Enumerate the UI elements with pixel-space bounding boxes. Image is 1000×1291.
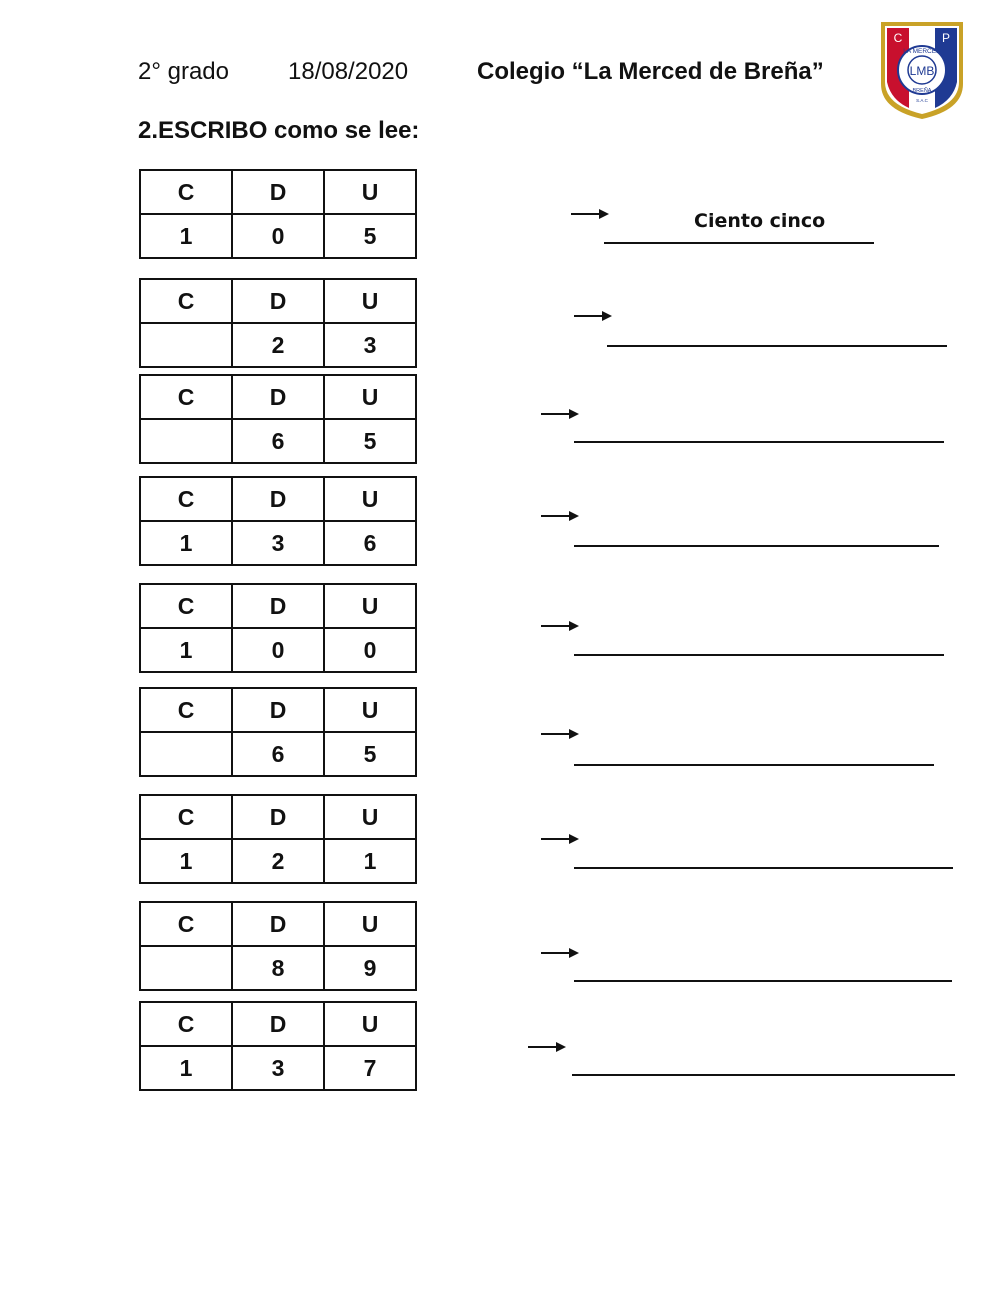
- header-d: D: [232, 375, 324, 419]
- answer-line[interactable]: [574, 545, 939, 547]
- value-d: 2: [232, 839, 324, 883]
- answer-line[interactable]: [574, 441, 944, 443]
- table-value-row: [140, 521, 416, 565]
- header-c: C: [140, 688, 232, 732]
- logo-letter-c: C: [893, 31, 903, 45]
- table-value-row: [140, 323, 416, 367]
- arrow-right-icon: [541, 407, 579, 421]
- header-c: C: [140, 902, 232, 946]
- table-value-row: [140, 214, 416, 258]
- arrow-right-icon: [528, 1040, 566, 1054]
- header-u: U: [324, 584, 416, 628]
- value-c: 1: [140, 628, 232, 672]
- value-u: 3: [324, 323, 416, 367]
- table-header-row: [140, 688, 416, 732]
- table-header-row: [140, 1002, 416, 1046]
- value-c: [140, 419, 232, 463]
- arrow-right-icon: [574, 309, 612, 323]
- grade-label: 2° grado: [138, 58, 229, 85]
- header-u: U: [324, 279, 416, 323]
- header-d: D: [232, 584, 324, 628]
- value-d: 3: [232, 521, 324, 565]
- table-header-row: [140, 170, 416, 214]
- arrow-right-icon: [571, 207, 609, 221]
- answer-line[interactable]: [574, 764, 934, 766]
- header-d: D: [232, 1002, 324, 1046]
- arrow-right-icon: [541, 509, 579, 523]
- logo-ring-text: LA MERCED: [903, 48, 941, 55]
- header-c: C: [140, 477, 232, 521]
- header-c: C: [140, 170, 232, 214]
- header-c: C: [140, 375, 232, 419]
- table-header-row: [140, 375, 416, 419]
- logo-bottom-text: BREÑA: [912, 88, 932, 94]
- header-d: D: [232, 170, 324, 214]
- table-value-row: [140, 628, 416, 672]
- answer-line[interactable]: [572, 1074, 955, 1076]
- place-value-table: [139, 687, 417, 777]
- answer-line[interactable]: [604, 242, 874, 244]
- value-u: 9: [324, 946, 416, 990]
- header-d: D: [232, 795, 324, 839]
- answer-text: Ciento cinco: [694, 210, 826, 232]
- value-c: 1: [140, 1046, 232, 1090]
- instruction-heading: 2.ESCRIBO como se lee:: [138, 117, 420, 144]
- header-u: U: [324, 688, 416, 732]
- value-u: 5: [324, 419, 416, 463]
- header-u: U: [324, 1002, 416, 1046]
- value-c: [140, 946, 232, 990]
- value-u: 6: [324, 521, 416, 565]
- header-c: C: [140, 795, 232, 839]
- table-value-row: [140, 1046, 416, 1090]
- value-c: 1: [140, 521, 232, 565]
- place-value-table: [139, 583, 417, 673]
- table-value-row: [140, 839, 416, 883]
- value-d: 0: [232, 214, 324, 258]
- header-u: U: [324, 902, 416, 946]
- logo-letter-p: P: [941, 31, 951, 45]
- value-d: 8: [232, 946, 324, 990]
- table-value-row: [140, 419, 416, 463]
- place-value-table: [139, 278, 417, 368]
- header-u: U: [324, 170, 416, 214]
- school-name: Colegio “La Merced de Breña”: [477, 58, 824, 85]
- value-c: 1: [140, 214, 232, 258]
- header-d: D: [232, 477, 324, 521]
- logo-sub-text: S.A.C: [916, 98, 928, 103]
- answer-line[interactable]: [607, 345, 947, 347]
- value-u: 0: [324, 628, 416, 672]
- value-d: 6: [232, 732, 324, 776]
- place-value-table: [139, 1001, 417, 1091]
- table-header-row: [140, 279, 416, 323]
- header-c: C: [140, 1002, 232, 1046]
- value-d: 6: [232, 419, 324, 463]
- table-value-row: [140, 946, 416, 990]
- arrow-right-icon: [541, 619, 579, 633]
- date-label: 18/08/2020: [288, 58, 409, 85]
- value-d: 3: [232, 1046, 324, 1090]
- place-value-table: [139, 476, 417, 566]
- value-u: 5: [324, 214, 416, 258]
- place-value-table: [139, 169, 417, 259]
- answer-line[interactable]: [574, 980, 952, 982]
- place-value-table: [139, 794, 417, 884]
- table-header-row: [140, 584, 416, 628]
- header-u: U: [324, 375, 416, 419]
- answer-line[interactable]: [574, 867, 953, 869]
- table-header-row: [140, 477, 416, 521]
- value-c: [140, 732, 232, 776]
- place-value-table: [139, 901, 417, 991]
- table-header-row: [140, 795, 416, 839]
- arrow-right-icon: [541, 727, 579, 741]
- header-d: D: [232, 688, 324, 732]
- table-header-row: [140, 902, 416, 946]
- value-u: 7: [324, 1046, 416, 1090]
- answer-line[interactable]: [574, 654, 944, 656]
- place-value-table: [139, 374, 417, 464]
- logo-initials: LMB: [909, 64, 935, 78]
- table-value-row: [140, 732, 416, 776]
- header-c: C: [140, 584, 232, 628]
- value-u: 1: [324, 839, 416, 883]
- value-d: 0: [232, 628, 324, 672]
- header-c: C: [140, 279, 232, 323]
- value-c: [140, 323, 232, 367]
- value-c: 1: [140, 839, 232, 883]
- header-d: D: [232, 279, 324, 323]
- school-logo: [877, 18, 967, 122]
- header-u: U: [324, 477, 416, 521]
- value-u: 5: [324, 732, 416, 776]
- value-d: 2: [232, 323, 324, 367]
- header-u: U: [324, 795, 416, 839]
- arrow-right-icon: [541, 832, 579, 846]
- arrow-right-icon: [541, 946, 579, 960]
- header-d: D: [232, 902, 324, 946]
